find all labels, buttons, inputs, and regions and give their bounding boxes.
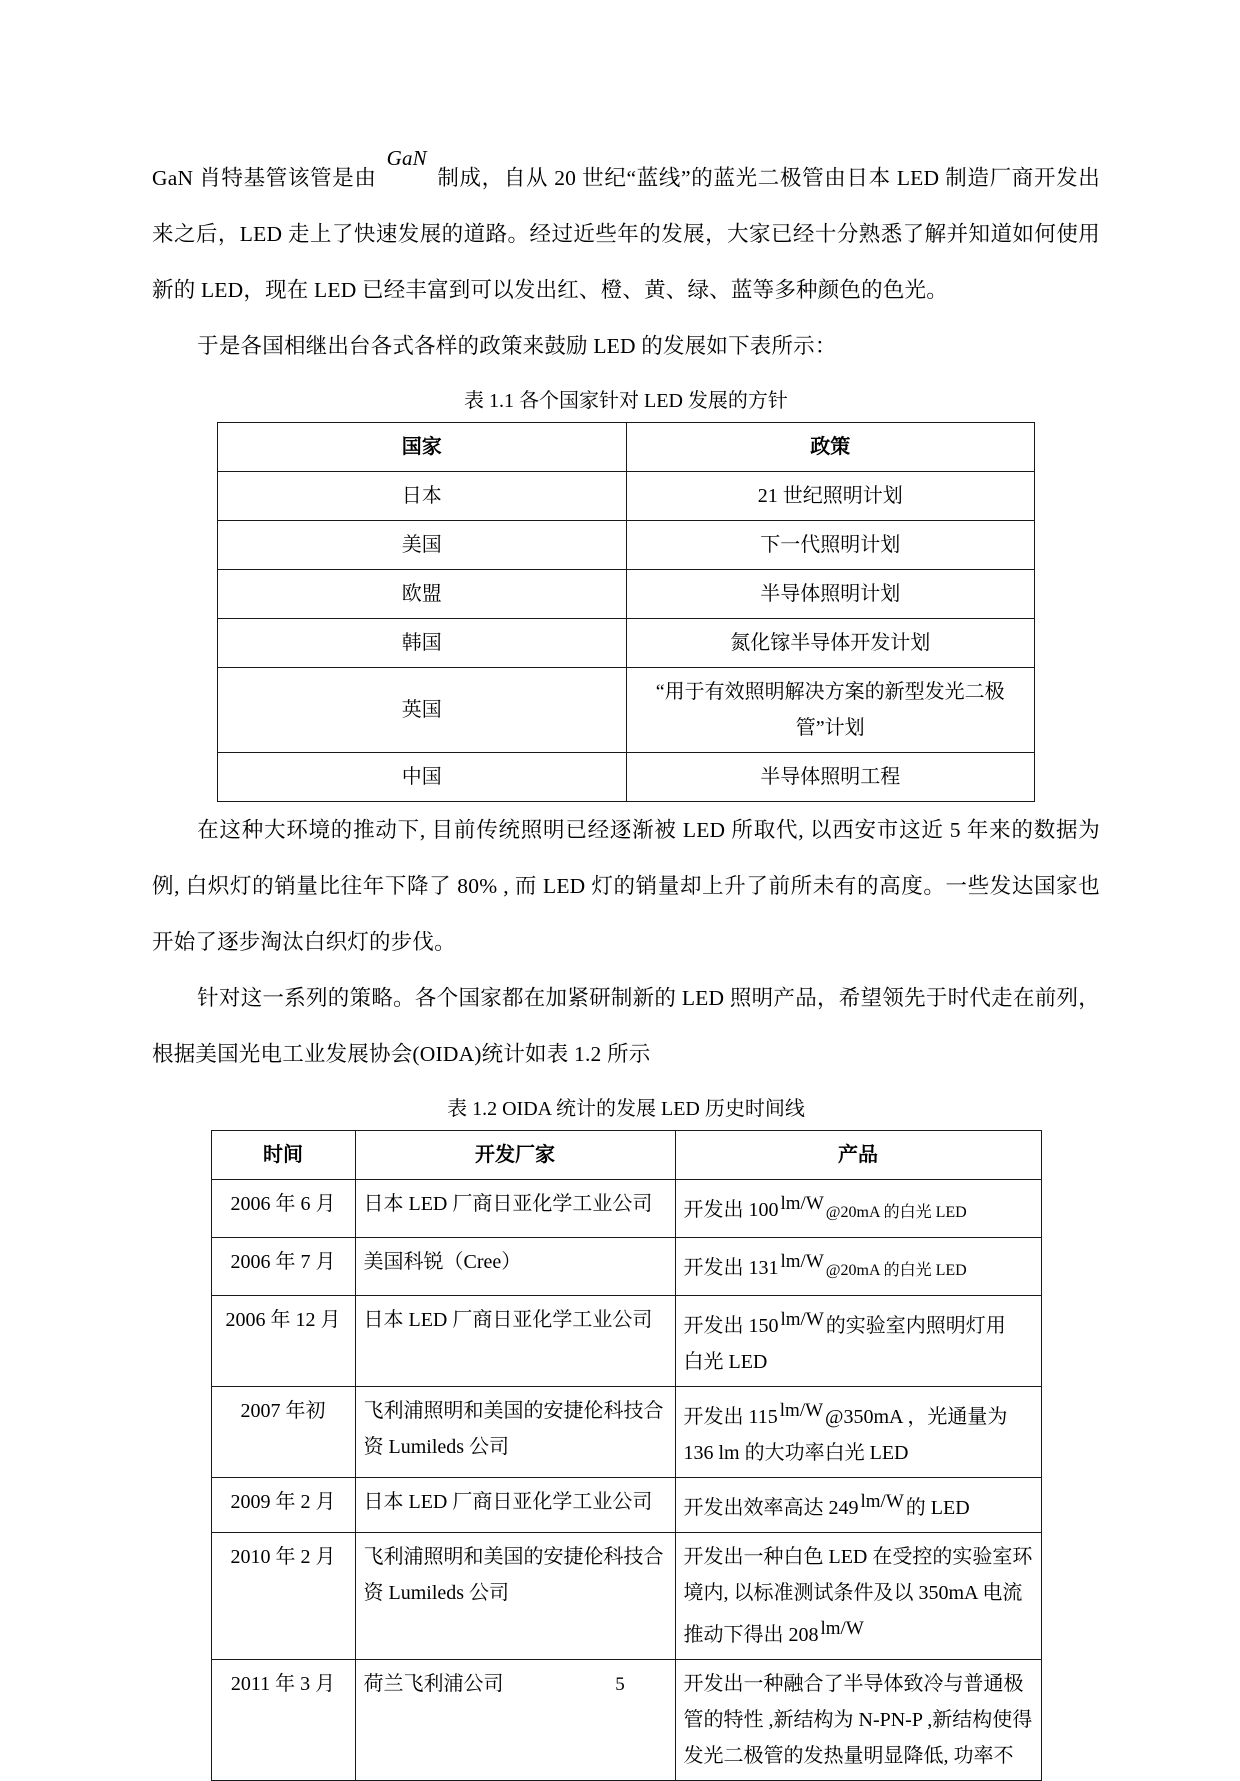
table-row [218,619,1035,668]
paragraph-oida-lead: 针对这一系列的策略。各个国家都在加紧研制新的 LED 照明产品，希望领先于时代走在前列，根据美国光电工业发展协会(OIDA)统计如表 1.2 所示 [152,986,1100,1066]
table2-cell-maker: 日本 LED 厂商日亚化学工业公司 [355,1296,675,1387]
product-text-post: @20mA 的白光 LED [825,1204,967,1221]
product-text-line2: 136 lm 的大功率白光 LED [683,1442,909,1464]
table2-cell-maker: 美国科锐（Cree） [355,1238,675,1296]
table2-cell-maker: 荷兰飞利浦公司 [355,1660,675,1781]
product-text-pre: 开发出 131 [683,1257,779,1279]
table-row [218,521,1035,570]
gan-superscript: GaN [386,146,427,170]
table2-header-time: 时间 [211,1131,355,1180]
table1-cell-country: 韩国 [218,619,627,668]
table1-cell-policy: “用于有效照明解决方案的新型发光二极管”计划 [626,668,1035,753]
table-row [211,1533,1041,1660]
product-unit: lm/W [780,1309,824,1330]
table2-cell-product [675,1387,1041,1478]
product-text-pre: 开发出 115 [683,1406,778,1428]
table-row [218,570,1035,619]
product-text-post: @20mA 的白光 LED [825,1262,967,1279]
product-unit: lm/W [779,1400,824,1421]
table-row [211,1387,1041,1478]
table1-cell-country: 中国 [218,753,627,802]
table-row [218,668,1035,753]
table1-caption: 表 1.1 各个国家针对 LED 发展的方针 [464,390,788,412]
table2-cell-maker: 日本 LED 厂商日亚化学工业公司 [355,1478,675,1533]
paragraph-intro-part2: 制成，自从 20 世纪“蓝线”的蓝光二极管由日本 LED 制造厂商开发出来之后，LED 走上了快速发展的道路。经过近些年的发展，大家已经十分熟悉了解并知道如何使用新的 LED，现在 LED 已经丰富到可以发出红、橙、黄、绿、蓝等多种颜色的色光。 [152,166,1100,302]
paragraph-intro [152,146,1100,318]
product-unit: lm/W [780,1193,824,1214]
product-text-pre: 开发出一种白色 LED 在受控的实验室环境内, 以标准测试条件及以 350mA 电流推动下得出 208 [683,1546,1033,1646]
table2-cell-maker: 飞利浦照明和美国的安捷伦科技合资 Lumileds 公司 [355,1533,675,1660]
table1-cell-country: 美国 [218,521,627,570]
table-row [218,753,1035,802]
table1-cell-policy: 氮化镓半导体开发计划 [626,619,1035,668]
paragraph-traditional-lighting: 在这种大环境的推动下, 目前传统照明已经逐渐被 LED 所取代, 以西安市这近 5 年来的数据为例, 白炽灯的销量比往年下降了 80% , 而 LED 灯的销量却上升了前所未有的高度。一些发达国家也开始了逐步淘汰白织灯的步伐。 [152,818,1100,954]
table-country-policies [217,422,1035,802]
product-text-post: 的 LED [905,1497,970,1519]
table1-cell-country: 日本 [218,472,627,521]
table2-cell-product [675,1296,1041,1387]
table2-cell-time: 2006 年 7 月 [211,1238,355,1296]
product-unit: lm/W [820,1618,864,1639]
table2-cell-time: 2006 年 6 月 [211,1180,355,1238]
table-header-row [218,423,1035,472]
paragraph-policies-lead: 于是各国相继出台各式各样的政策来鼓励 LED 的发展如下表所示： [197,334,837,358]
table2-cell-time: 2011 年 3 月 [211,1660,355,1781]
product-text-post: 的实验室内照明灯用 [825,1315,1006,1337]
product-unit: lm/W [780,1251,824,1272]
paragraph-intro-part1: GaN 肖特基管该管是由 [152,166,377,190]
product-text-pre: 开发出 150 [683,1315,779,1337]
table2-cell-maker: 日本 LED 厂商日亚化学工业公司 [355,1180,675,1238]
table-row [211,1478,1041,1533]
table1-header-policy: 政策 [626,423,1035,472]
table2-header-product: 产品 [675,1131,1041,1180]
table2-caption: 表 1.2 OIDA 统计的发展 LED 历史时间线 [447,1098,805,1120]
table2-cell-product [675,1478,1041,1533]
table-row [211,1180,1041,1238]
table1-cell-country: 英国 [218,668,627,753]
table2-cell-product [675,1180,1041,1238]
table2-cell-product [675,1533,1041,1660]
product-text-pre: 开发出效率高达 249 [683,1497,859,1519]
product-text-line2: 白光 LED [683,1351,768,1373]
table2-header-maker: 开发厂家 [355,1131,675,1180]
table2-cell-time: 2009 年 2 月 [211,1478,355,1533]
table2-cell-product: 开发出一种融合了半导体致冷与普通极管的特性 ,新结构为 N-PN-P ,新结构使得发光二极管的发热量明显降低, 功率不 [675,1660,1041,1781]
table-header-row [211,1131,1041,1180]
table1-cell-policy: 半导体照明计划 [626,570,1035,619]
product-unit: lm/W [860,1491,904,1512]
table1-cell-policy: 21 世纪照明计划 [626,472,1035,521]
product-text-post: @350mA ，光通量为 [825,1406,1008,1428]
table-row [211,1238,1041,1296]
table1-header-country: 国家 [218,423,627,472]
table2-cell-product [675,1238,1041,1296]
table2-cell-time: 2007 年初 [211,1387,355,1478]
table1-cell-policy: 半导体照明工程 [626,753,1035,802]
table-row [218,472,1035,521]
table1-cell-policy: 下一代照明计划 [626,521,1035,570]
page-number: 5 [615,1674,625,1695]
table-row [211,1296,1041,1387]
table2-cell-time: 2010 年 2 月 [211,1533,355,1660]
product-text-pre: 开发出 100 [683,1199,779,1221]
table1-cell-country: 欧盟 [218,570,627,619]
table2-cell-maker: 飞利浦照明和美国的安捷伦科技合资 Lumileds 公司 [355,1387,675,1478]
table2-cell-time: 2006 年 12 月 [211,1296,355,1387]
